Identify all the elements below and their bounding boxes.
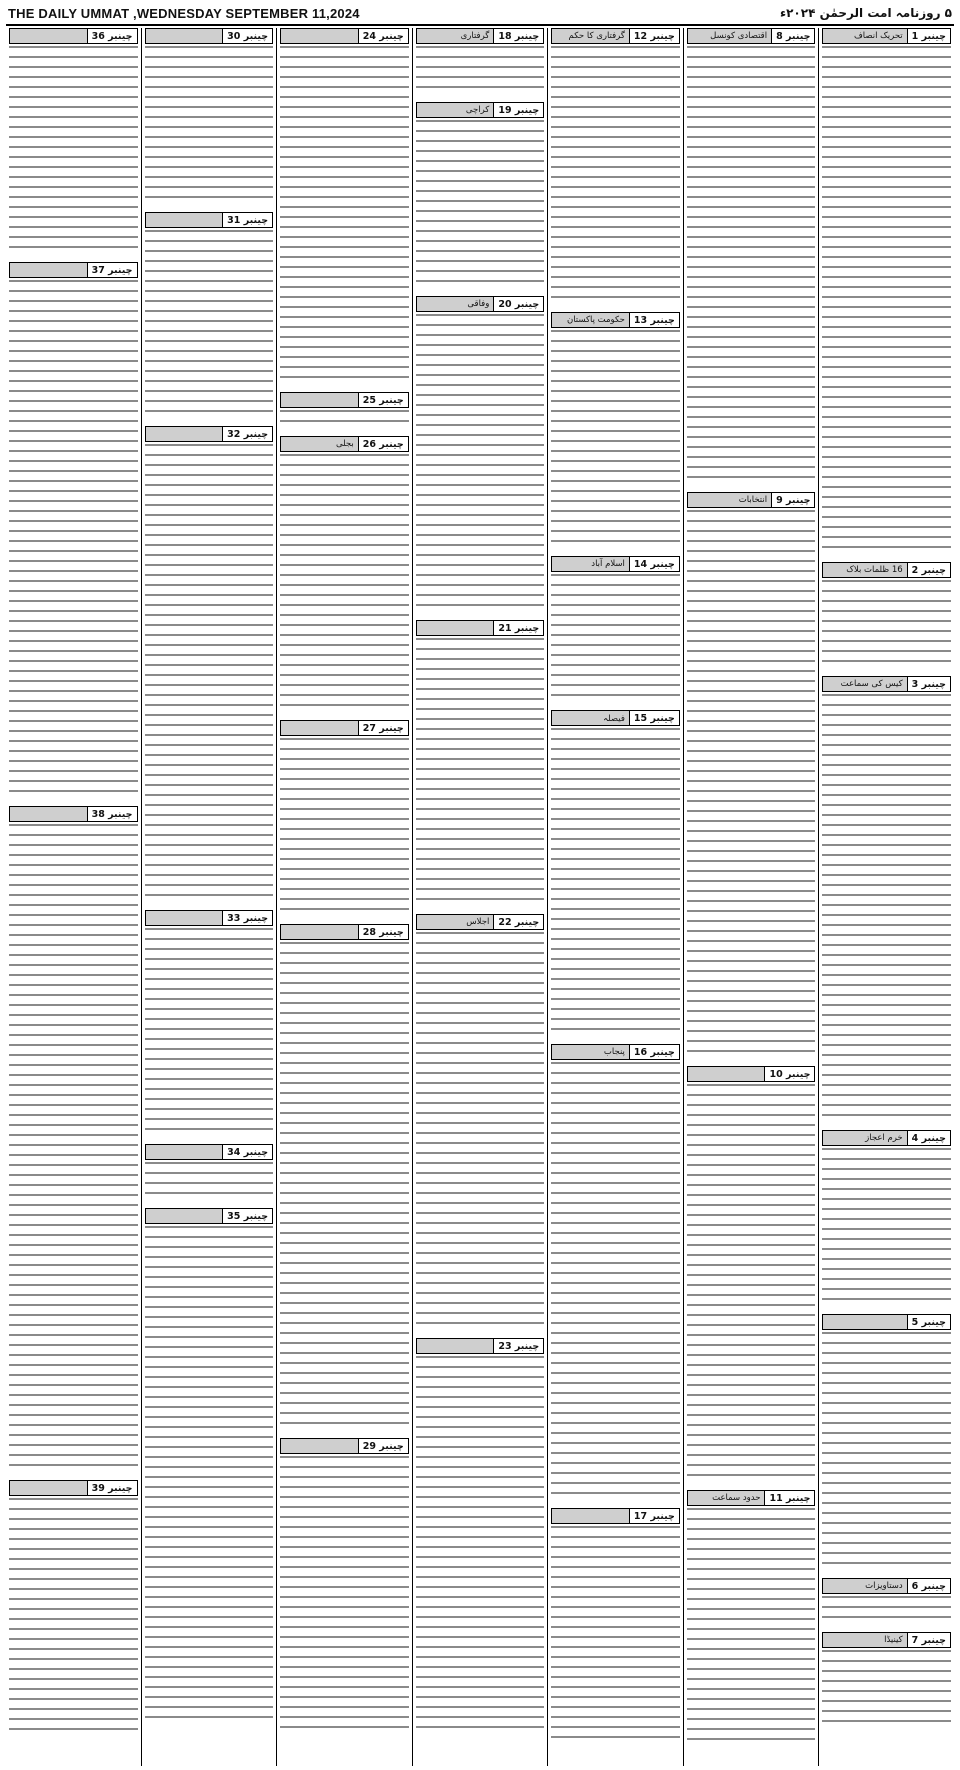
entry-header [822, 676, 951, 692]
entry-header [416, 620, 545, 636]
entry-header [280, 436, 409, 452]
entry-body-text [687, 510, 816, 1060]
entry [822, 676, 951, 1124]
column-4 [412, 28, 548, 1766]
entry-title [281, 29, 358, 43]
entry [9, 28, 138, 256]
entry [280, 436, 409, 714]
entry-header [145, 28, 274, 44]
entry-body-text [280, 410, 409, 430]
entry-title [146, 213, 223, 227]
entry-header [9, 1480, 138, 1496]
entry-body-text [416, 46, 545, 96]
entry-title: گرفتاری [417, 29, 494, 43]
entry-header [9, 28, 138, 44]
entry [145, 1144, 274, 1202]
entry-body-text [9, 280, 138, 800]
entry-title: حدود سماعت [688, 1491, 765, 1505]
entry-header [145, 212, 274, 228]
entry [822, 1130, 951, 1308]
entry-body-text [9, 1498, 138, 1738]
entry [9, 806, 138, 1474]
column-2 [683, 28, 819, 1766]
column-1 [818, 28, 954, 1766]
entry-header [416, 102, 545, 118]
entry [145, 28, 274, 206]
entry-body-text [280, 738, 409, 918]
entry-title [417, 1339, 494, 1353]
entry-number: چینبر 17 [629, 1509, 679, 1523]
entry-header [687, 1066, 816, 1082]
entry-number: چینبر 34 [222, 1145, 272, 1159]
entry-title: تحریک انصاف [823, 29, 906, 43]
entry-number: چینبر 7 [907, 1633, 950, 1647]
entry [551, 28, 680, 306]
entry-body-text [145, 928, 274, 1138]
entry-number: چینبر 28 [358, 925, 408, 939]
entry [416, 620, 545, 908]
entry-title [10, 29, 87, 43]
entry-title [146, 427, 223, 441]
entry-number: چینبر 20 [493, 297, 543, 311]
entry-header [9, 806, 138, 822]
entry-body-text [822, 1148, 951, 1308]
entry-body-text [822, 1650, 951, 1730]
entry-body-text [280, 46, 409, 386]
entry-number: چینبر 15 [629, 711, 679, 725]
entry-title [10, 1481, 87, 1495]
entry-number: چینبر 18 [493, 29, 543, 43]
entry-body-text [687, 46, 816, 486]
entry-header [687, 28, 816, 44]
entry-title: دستاویزات [823, 1579, 906, 1593]
entry-number: چینبر 36 [87, 29, 137, 43]
entry-title: کیس کی سماعت [823, 677, 906, 691]
entry [416, 1338, 545, 1736]
entry-body-text [416, 120, 545, 290]
entry-title [146, 1145, 223, 1159]
entry-header [551, 556, 680, 572]
entry-body-text [687, 1084, 816, 1484]
entry-body-text [551, 330, 680, 550]
column-5 [276, 28, 412, 1766]
entry-title [688, 1067, 765, 1081]
entry [416, 102, 545, 290]
entry-title: انتخابات [688, 493, 771, 507]
entry-header [551, 312, 680, 328]
entry-title: خرم اعجاز [823, 1131, 906, 1145]
entry-title [281, 1439, 358, 1453]
entry-body-text [822, 1332, 951, 1572]
entry-header [822, 1314, 951, 1330]
masthead-title-english: THE DAILY UMMAT ,WEDNESDAY SEPTEMBER 11,2024 [8, 5, 360, 21]
entry [416, 914, 545, 1332]
entry-body-text [416, 932, 545, 1332]
entry-header [280, 392, 409, 408]
entry-header [145, 1144, 274, 1160]
entry-header [280, 1438, 409, 1454]
entry-number: چینبر 21 [493, 621, 543, 635]
entry-number: چینبر 10 [764, 1067, 814, 1081]
entry-title [281, 393, 358, 407]
entry [280, 720, 409, 918]
entry [822, 28, 951, 556]
entry-header [822, 1130, 951, 1146]
entry-body-text [822, 694, 951, 1124]
entry [822, 1632, 951, 1730]
entry-header [416, 28, 545, 44]
entry-number: چینبر 33 [222, 911, 272, 925]
entry-body-text [822, 1596, 951, 1626]
entry-number: چینبر 38 [87, 807, 137, 821]
entry [822, 562, 951, 670]
entry-body-text [687, 1508, 816, 1748]
entry-body-text [280, 1456, 409, 1736]
entry-body-text [822, 580, 951, 670]
entry-number: چینبر 2 [907, 563, 950, 577]
entry-title: گرفتاری کا حکم [552, 29, 629, 43]
entry-body-text [145, 230, 274, 420]
entry-title: کینیڈا [823, 1633, 906, 1647]
entry-title [552, 1509, 629, 1523]
entry [416, 28, 545, 96]
entry-title: کراچی [417, 103, 494, 117]
entry-header [416, 914, 545, 930]
entry-body-text [145, 46, 274, 206]
entry-title [10, 807, 87, 821]
entry-header [280, 28, 409, 44]
entry-title: وفاقی [417, 297, 494, 311]
entry-number: چینبر 35 [222, 1209, 272, 1223]
entry-title: بجلی [281, 437, 358, 451]
entry-number: چینبر 13 [629, 313, 679, 327]
entry-number: چینبر 6 [907, 1579, 950, 1593]
entry-number: چینبر 24 [358, 29, 408, 43]
entry [551, 1044, 680, 1502]
entry-number: چینبر 9 [771, 493, 814, 507]
entry-title: اسلام آباد [552, 557, 629, 571]
entry-body-text [145, 1162, 274, 1202]
entry [9, 262, 138, 800]
entry-header [551, 1508, 680, 1524]
entry-number: چینبر 19 [493, 103, 543, 117]
entry-header [280, 720, 409, 736]
entry-number: چینبر 27 [358, 721, 408, 735]
entry [551, 312, 680, 550]
entry-body-text [9, 824, 138, 1474]
entry-header [416, 296, 545, 312]
entry-title [823, 1315, 906, 1329]
entry-title: اقتصادی کونسل [688, 29, 771, 43]
entry-number: چینبر 16 [629, 1045, 679, 1059]
entry-body-text [416, 638, 545, 908]
entry [145, 910, 274, 1138]
entry-body-text [551, 1526, 680, 1746]
entry-header [416, 1338, 545, 1354]
entry [280, 392, 409, 430]
entry-title [417, 621, 494, 635]
entry-header [822, 1632, 951, 1648]
entry [9, 1480, 138, 1738]
entry [687, 1490, 816, 1748]
entry-title [10, 263, 87, 277]
article-columns [6, 28, 954, 1766]
entry [145, 212, 274, 420]
entry-title [146, 911, 223, 925]
entry-header [687, 1490, 816, 1506]
entry-header [551, 28, 680, 44]
entry-header [822, 1578, 951, 1594]
entry-title [281, 721, 358, 735]
entry-header [9, 262, 138, 278]
entry-number: چینبر 4 [907, 1131, 950, 1145]
entry-header [145, 910, 274, 926]
entry-body-text [416, 314, 545, 614]
entry [687, 28, 816, 486]
entry-title [281, 925, 358, 939]
entry-number: چینبر 26 [358, 437, 408, 451]
entry-header [551, 710, 680, 726]
column-3 [547, 28, 683, 1766]
entry [145, 426, 274, 904]
entry-number: چینبر 1 [907, 29, 950, 43]
entry-body-text [551, 574, 680, 704]
entry-title [146, 1209, 223, 1223]
entry-body-text [822, 46, 951, 556]
entry [280, 924, 409, 1432]
entry-number: چینبر 39 [87, 1481, 137, 1495]
entry [687, 492, 816, 1060]
entry-header [822, 28, 951, 44]
entry-number: چینبر 5 [907, 1315, 950, 1329]
entry-header [687, 492, 816, 508]
entry-body-text [145, 444, 274, 904]
entry-number: چینبر 30 [222, 29, 272, 43]
entry-header [145, 1208, 274, 1224]
entry-title: فیصلہ [552, 711, 629, 725]
entry-body-text [280, 942, 409, 1432]
entry-number: چینبر 31 [222, 213, 272, 227]
entry [687, 1066, 816, 1484]
entry-number: چینبر 37 [87, 263, 137, 277]
entry-body-text [551, 46, 680, 306]
masthead-title-urdu: ۵ روزنامہ امت الرحمٰن ۲۰۲۴ء [779, 6, 952, 20]
entry-number: چینبر 8 [771, 29, 814, 43]
entry-header [551, 1044, 680, 1060]
entry-number: چینبر 12 [629, 29, 679, 43]
entry-number: چینبر 22 [493, 915, 543, 929]
entry [822, 1314, 951, 1572]
entry [551, 710, 680, 1038]
entry-number: چینبر 3 [907, 677, 950, 691]
entry-title: 16 ظلمات بلاک [823, 563, 906, 577]
entry-number: چینبر 23 [493, 1339, 543, 1353]
entry-body-text [551, 728, 680, 1038]
entry [280, 28, 409, 386]
entry-title [146, 29, 223, 43]
column-6 [141, 28, 277, 1766]
entry-title: پنجاب [552, 1045, 629, 1059]
entry-title: اجلاس [417, 915, 494, 929]
entry-body-text [9, 46, 138, 256]
entry [551, 1508, 680, 1746]
entry [551, 556, 680, 704]
entry-number: چینبر 29 [358, 1439, 408, 1453]
entry-number: چینبر 25 [358, 393, 408, 407]
entry [416, 296, 545, 614]
entry [145, 1208, 274, 1726]
entry-number: چینبر 32 [222, 427, 272, 441]
entry-header [822, 562, 951, 578]
entry-body-text [551, 1062, 680, 1502]
entry-header [145, 426, 274, 442]
entry-header [280, 924, 409, 940]
column-7 [6, 28, 141, 1766]
entry-body-text [416, 1356, 545, 1736]
entry [280, 1438, 409, 1736]
entry-body-text [145, 1226, 274, 1726]
entry-body-text [280, 454, 409, 714]
entry-number: چینبر 11 [764, 1491, 814, 1505]
masthead [6, 4, 954, 26]
entry [822, 1578, 951, 1626]
entry-number: چینبر 14 [629, 557, 679, 571]
entry-title: حکومت پاکستان [552, 313, 629, 327]
